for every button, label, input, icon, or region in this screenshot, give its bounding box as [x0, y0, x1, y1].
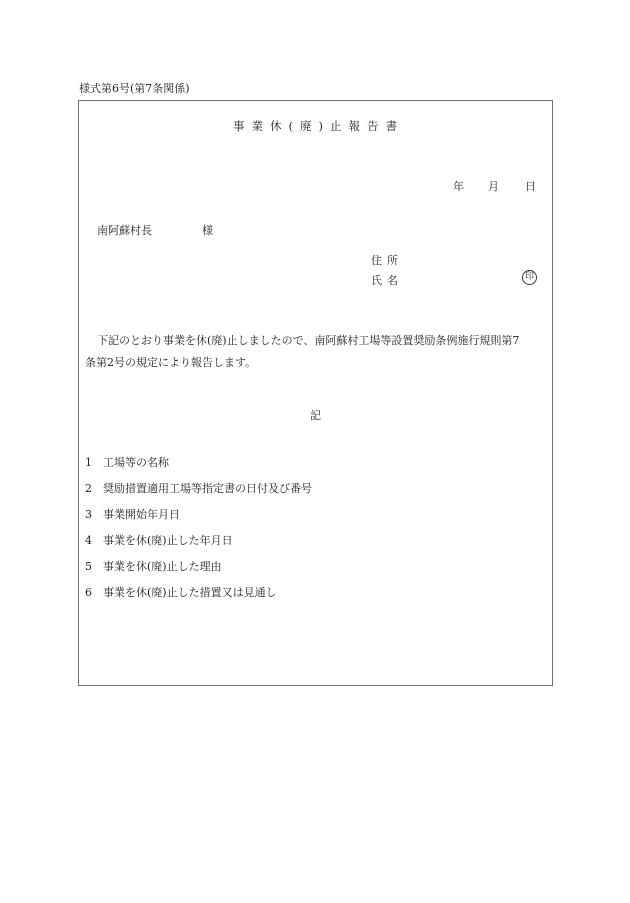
title-char: 廃	[300, 119, 313, 133]
document-title	[79, 118, 552, 134]
title-char: 休	[270, 119, 283, 133]
name-label: 氏名	[371, 274, 403, 287]
title-char: 事	[233, 119, 246, 133]
list-item	[85, 480, 312, 496]
item-number: 6	[85, 586, 92, 599]
list-item	[85, 454, 169, 470]
item-label: 奨励措置適用工場等指定書の日付及び番号	[103, 482, 312, 495]
item-number: 2	[85, 482, 92, 495]
body-line-2: 条第2号の規定により報告します。	[85, 356, 257, 369]
title-char: 止	[330, 119, 343, 133]
item-number: 4	[85, 534, 92, 547]
item-number: 3	[85, 508, 92, 521]
item-label: 事業を休(廃)止した措置又は見通し	[103, 586, 277, 599]
title-char: (	[288, 119, 294, 133]
report-body-text	[85, 330, 547, 374]
title-char: 業	[251, 119, 264, 133]
title-char: 報	[348, 119, 361, 133]
date-month-label: 月	[488, 180, 499, 193]
title-char: 告	[367, 119, 380, 133]
item-label: 事業開始年月日	[103, 508, 180, 521]
item-label: 工場等の名称	[103, 456, 169, 469]
seal-icon: 印	[522, 270, 537, 285]
list-item	[85, 532, 233, 548]
address-label: 住所	[371, 254, 403, 267]
body-line-1: 下記のとおり事業を休(廃)止しましたので、南阿蘇村工場等設置奨励条例施行規則第7	[97, 334, 520, 347]
list-item	[85, 584, 277, 600]
addressee-name: 南阿蘇村長	[97, 224, 152, 237]
item-number: 1	[85, 456, 92, 469]
item-label: 事業を休(廃)止した年月日	[103, 534, 233, 547]
date-day-label: 日	[525, 180, 536, 193]
title-char: 書	[385, 119, 398, 133]
form-number-label: 様式第6号(第7条関係)	[79, 82, 190, 95]
list-item	[85, 506, 180, 522]
list-item	[85, 558, 222, 574]
ki-heading: 記	[310, 409, 321, 422]
title-char: )	[318, 119, 324, 133]
item-label: 事業を休(廃)止した理由	[103, 560, 222, 573]
addressee-honorific: 様	[202, 224, 213, 237]
report-form-frame	[78, 100, 553, 686]
item-number: 5	[85, 560, 92, 573]
date-year-label: 年	[453, 180, 464, 193]
